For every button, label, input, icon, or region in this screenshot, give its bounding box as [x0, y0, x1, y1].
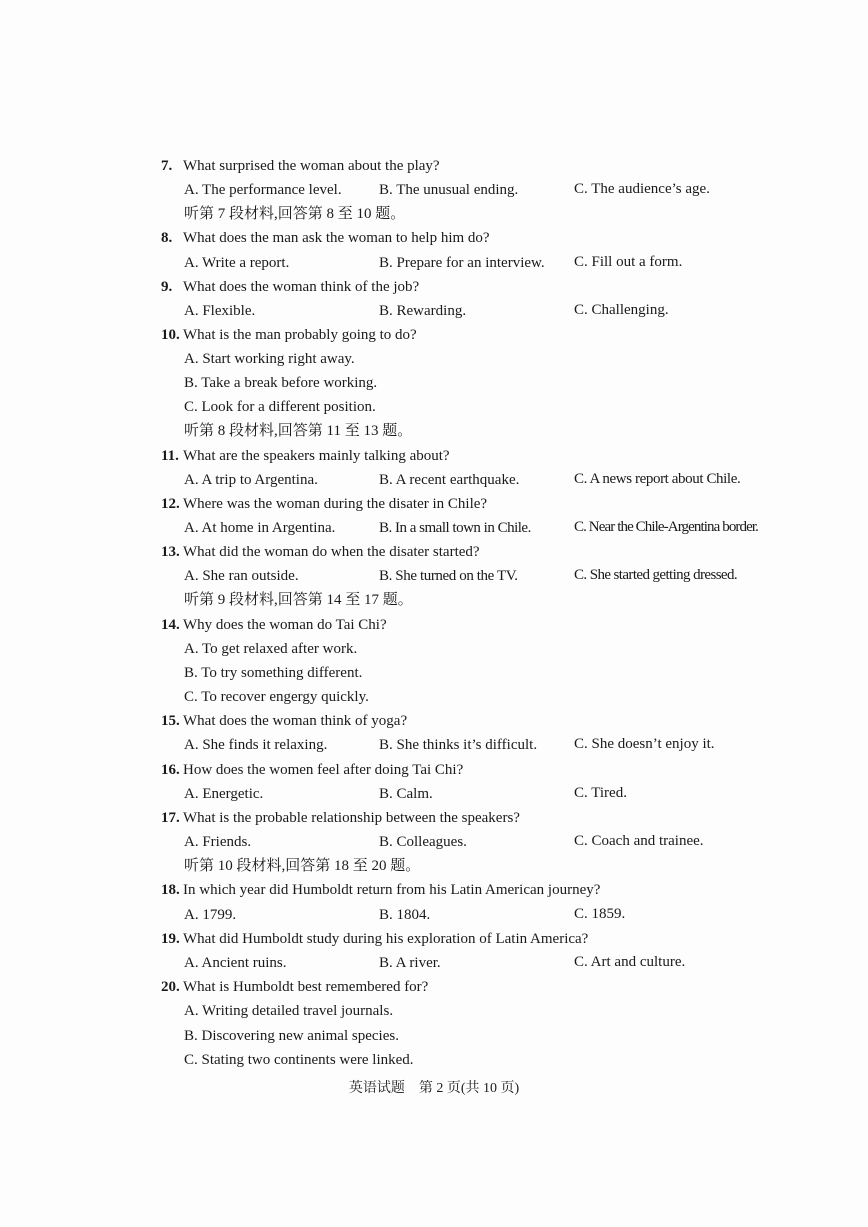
option-c: C. Near the Chile-Argentina border.	[574, 519, 758, 535]
option-c: C. A news report about Chile.	[574, 471, 741, 487]
question-text: What does the man ask the woman to help him do?	[183, 230, 490, 246]
option-b: B. She thinks it’s difficult.	[379, 737, 538, 753]
question-number: 10.	[161, 327, 180, 343]
question-number: 9.	[161, 279, 173, 295]
question-number: 16.	[161, 762, 180, 778]
question-number: 19.	[161, 931, 180, 947]
option-c: C. Tired.	[574, 785, 627, 801]
question-text: What does the woman think of the job?	[183, 279, 420, 295]
question-number: 12.	[161, 496, 180, 512]
section-instruction: 听第 7 段材料,回答第 8 至 10 题。	[184, 206, 406, 222]
option-a: A. To get relaxed after work.	[184, 641, 358, 657]
option-b: B. Colleagues.	[379, 834, 467, 850]
option-a: A. Start working right away.	[184, 351, 355, 367]
option-b: B. In a small town in Chile.	[379, 520, 531, 536]
question-text: What is the man probably going to do?	[183, 327, 417, 343]
option-b: B. A recent earthquake.	[379, 472, 520, 488]
question-text: What did Humboldt study during his exploration of Latin America?	[183, 931, 589, 947]
question-text: In which year did Humboldt return from his Latin American journey?	[183, 882, 601, 898]
question-text: What is the probable relationship between the speakers?	[183, 810, 520, 826]
option-b: B. The unusual ending.	[379, 182, 519, 198]
question-text: How does the women feel after doing Tai Chi?	[183, 762, 464, 778]
option-a: A. Friends.	[184, 834, 252, 850]
question-number: 8.	[161, 230, 173, 246]
question-number: 18.	[161, 882, 180, 898]
question-number: 13.	[161, 544, 180, 560]
question-text: What are the speakers mainly talking about?	[183, 448, 450, 464]
question-text: What is Humboldt best remembered for?	[183, 979, 429, 995]
option-b: B. Calm.	[379, 786, 433, 802]
option-b: B. Take a break before working.	[184, 375, 378, 391]
question-text: What did the woman do when the disater started?	[183, 544, 480, 560]
section-instruction: 听第 8 段材料,回答第 11 至 13 题。	[184, 423, 413, 439]
option-c: C. To recover engergy quickly.	[184, 689, 369, 705]
option-a: A. Ancient ruins.	[184, 955, 287, 971]
question-text: Where was the woman during the disater in Chile?	[183, 496, 488, 512]
option-a: A. Energetic.	[184, 786, 264, 802]
option-c: C. She started getting dressed.	[574, 567, 738, 583]
option-a: A. 1799.	[184, 907, 237, 923]
question-text: What surprised the woman about the play?	[183, 158, 440, 174]
option-c: C. Coach and trainee.	[574, 833, 704, 849]
page-footer: 英语试题 第 2 页(共 10 页)	[348, 1081, 520, 1096]
option-c: C. Look for a different position.	[184, 399, 376, 415]
option-a: A. Write a report.	[184, 255, 290, 271]
option-b: B. Rewarding.	[379, 303, 467, 319]
option-c: C. 1859.	[574, 906, 626, 922]
section-instruction: 听第 10 段材料,回答第 18 至 20 题。	[184, 858, 421, 874]
option-a: A. She finds it relaxing.	[184, 737, 328, 753]
question-number: 7.	[161, 158, 173, 174]
question-number: 14.	[161, 617, 180, 633]
option-b: B. Prepare for an interview.	[379, 255, 545, 271]
option-a: A. At home in Argentina.	[184, 520, 336, 536]
question-text: Why does the woman do Tai Chi?	[183, 617, 387, 633]
question-number: 15.	[161, 713, 180, 729]
option-a: A. Writing detailed travel journals.	[184, 1003, 394, 1019]
question-number: 17.	[161, 810, 180, 826]
option-b: B. To try something different.	[184, 665, 363, 681]
option-c: C. Challenging.	[574, 302, 669, 318]
option-a: A. She ran outside.	[184, 568, 299, 584]
option-c: C. Art and culture.	[574, 954, 686, 970]
option-c: C. The audience’s age.	[574, 181, 710, 197]
option-a: A. The performance level.	[184, 182, 342, 198]
option-c: C. Stating two continents were linked.	[184, 1052, 414, 1068]
section-instruction: 听第 9 段材料,回答第 14 至 17 题。	[184, 592, 413, 608]
option-b: B. A river.	[379, 955, 441, 971]
option-b: B. She turned on the TV.	[379, 568, 518, 584]
question-number: 20.	[161, 979, 180, 995]
option-b: B. 1804.	[379, 907, 431, 923]
option-c: C. Fill out a form.	[574, 254, 683, 270]
question-number: 11.	[161, 448, 179, 464]
option-a: A. Flexible.	[184, 303, 256, 319]
option-b: B. Discovering new animal species.	[184, 1028, 399, 1044]
option-a: A. A trip to Argentina.	[184, 472, 318, 488]
option-c: C. She doesn’t enjoy it.	[574, 736, 715, 752]
question-text: What does the woman think of yoga?	[183, 713, 408, 729]
